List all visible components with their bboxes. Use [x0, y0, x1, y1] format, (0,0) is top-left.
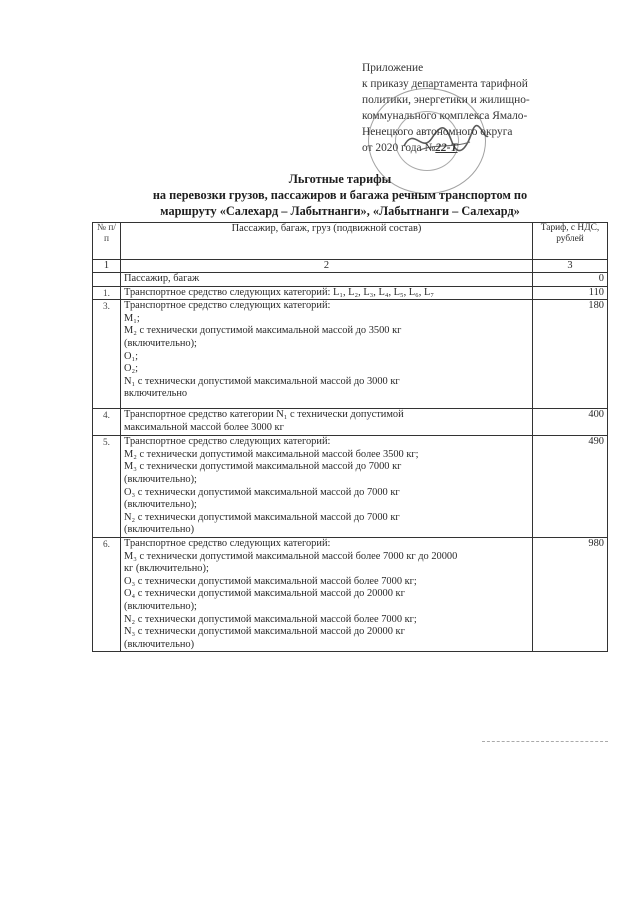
order-number: 22-Т: [435, 142, 458, 154]
row-description-line: (включительно);: [124, 337, 197, 349]
row-description-line: (включительно): [124, 638, 195, 650]
row-description-line: кг (включительно);: [124, 563, 209, 575]
index-cell: 3: [533, 260, 608, 273]
table-row: [93, 409, 608, 436]
row-description-line: M₂ с технически допустимой максимальной массой до 3500 кг: [124, 325, 402, 337]
row-description-line: N₂ с технически допустимой максимальной массой до 7000 кг: [124, 511, 400, 523]
row-description-line: O₁;: [124, 350, 139, 362]
row-description-line: M₁;: [124, 312, 140, 324]
row-description: [121, 286, 533, 300]
row-num: [93, 273, 121, 287]
row-description: [121, 409, 533, 436]
title-line: Льготные тарифы: [288, 172, 392, 186]
row-description-line: O₂;: [124, 363, 139, 375]
row-tariff: 980: [533, 537, 608, 651]
row-description-line: максимальной массой более 3000 кг: [124, 421, 284, 433]
row-description-line: Пассажир, багаж: [124, 273, 200, 284]
row-tariff: 0: [533, 273, 608, 287]
table-row: [93, 273, 608, 287]
table-row: [93, 537, 608, 651]
table-row: [93, 286, 608, 300]
row-description-line: (включительно);: [124, 473, 197, 485]
row-num: 3.: [93, 300, 121, 409]
index-cell: 1: [93, 260, 121, 273]
divider-line: [482, 741, 608, 742]
title-line: на перевозки грузов, пассажиров и багажа речным транспортом по: [152, 188, 528, 202]
row-description-line: Транспортное средство следующих категорий:: [124, 537, 331, 549]
table-header-row: [93, 223, 608, 260]
row-tariff: 400: [533, 409, 608, 436]
row-description-line: M₃ с технически допустимой максимальной массой более 7000 кг до 20000: [124, 550, 458, 562]
header-tariff: Тариф, с НДС, рублей: [533, 223, 608, 260]
row-description-line: включительно: [124, 388, 188, 400]
table-row: [93, 300, 608, 409]
appendix-line: коммунального комплекса Ямало-: [362, 110, 528, 122]
row-num: 4.: [93, 409, 121, 436]
row-tariff: 180: [533, 300, 608, 409]
row-description: [121, 537, 533, 651]
row-description-line: O₄ с технически допустимой максимальной массой до 20000 кг: [124, 588, 405, 600]
row-tariff: 110: [533, 286, 608, 300]
row-description-line: (включительно): [124, 524, 195, 536]
row-description-line: N₃ с технически допустимой максимальной массой до 20000 кг: [124, 626, 405, 638]
header-item: Пассажир, багаж, груз (подвижной состав): [121, 223, 533, 260]
appendix-line: политики, энергетики и жилищно-: [362, 94, 530, 106]
row-description-line: O₃ с технически допустимой максимальной массой до 7000 кг: [124, 486, 400, 498]
index-cell: 2: [121, 260, 533, 273]
row-description-line: Транспортное средство категории N₁ с технически допустимой: [124, 409, 404, 421]
row-description: [121, 300, 533, 409]
row-num: 1.: [93, 286, 121, 300]
row-description: [121, 436, 533, 538]
table-row: [93, 436, 608, 538]
row-description: [121, 273, 533, 287]
row-description-line: Транспортное средство следующих категорий:: [124, 436, 331, 448]
title-line: маршруту «Салехард – Лабытнанги», «Лабытнанги – Салехард»: [160, 204, 520, 218]
tariff-table: [92, 222, 608, 652]
row-description-line: (включительно);: [124, 499, 197, 511]
row-description-line: M₃ с технически допустимой максимальной массой до 7000 кг: [124, 461, 402, 473]
appendix-line: Ненецкого автономного округа: [362, 126, 513, 138]
appendix-line: к приказу департамента тарифной: [362, 78, 528, 90]
row-description-line: Транспортное средство следующих категорий:: [124, 300, 331, 312]
row-description-line: N₂ с технически допустимой максимальной массой более 7000 кг;: [124, 613, 417, 625]
row-description-line: M₂ с технически допустимой максимальной массой более 3500 кг;: [124, 448, 419, 460]
row-description-line: Транспортное средство следующих категорий: L₁, L₂, L₃, L₄, L₅, L₆, L₇: [124, 286, 434, 298]
table-index-row: [93, 260, 608, 273]
row-description-line: (включительно);: [124, 600, 197, 612]
document-title: [100, 171, 580, 219]
row-description-line: O₃ с технически допустимой максимальной массой более 7000 кг;: [124, 575, 417, 587]
row-num: 6.: [93, 537, 121, 651]
appendix-date-text: от 2020 года №: [362, 142, 436, 154]
appendix-line: Приложение: [362, 62, 424, 74]
header-num: № п/п: [93, 223, 121, 260]
signature-icon: [400, 120, 490, 158]
row-tariff: 490: [533, 436, 608, 538]
row-description-line: N₁ с технически допустимой максимальной массой до 3000 кг: [124, 375, 400, 387]
row-num: 5.: [93, 436, 121, 538]
